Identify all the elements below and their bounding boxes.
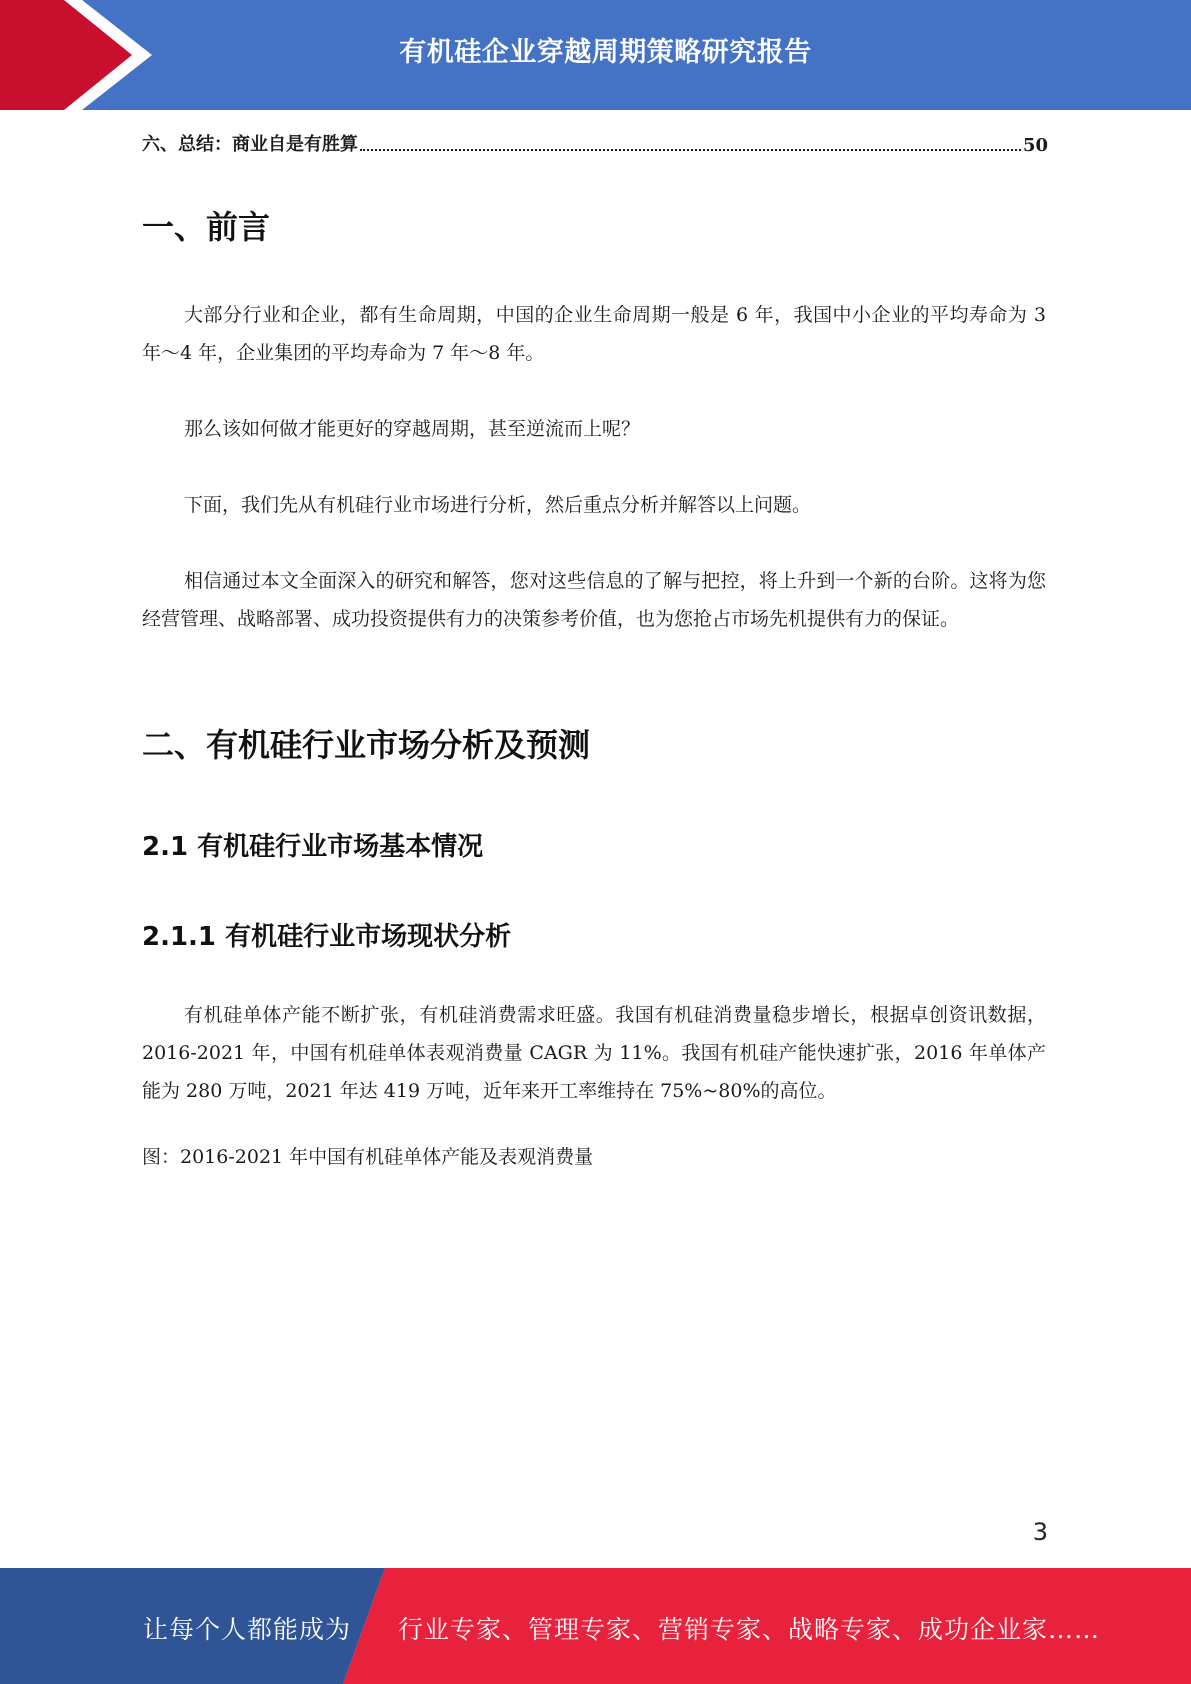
footer-slogan-right: 行业专家、管理专家、营销专家、战略专家、成功企业家…… (398, 1615, 1101, 1644)
intro-paragraph: 那么该如何做才能更好的穿越周期，甚至逆流而上呢？ (184, 418, 641, 440)
intro-paragraph: 下面，我们先从有机硅行业市场进行分析，然后重点分析并解答以上问题。 (184, 494, 812, 516)
subsubsection-heading: 2.1.1 有机硅行业市场现状分析 (142, 922, 512, 952)
section-heading-market: 二、有机硅行业市场分析及预测 (142, 726, 591, 764)
section-heading-intro: 一、前言 (142, 208, 271, 246)
market-paragraph: 有机硅单体产能不断扩张，有机硅消费需求旺盛。我国有机硅消费量稳步增长，根据卓创资讯数据，2016-2021 年，中国有机硅单体表观消费量 CAGR 为 11%。我国有机硅产能快速扩张，2016 年单体产能为 280 万吨，2021 年达 419 万吨，近年来开工率维持在 75%~80%的高位。 (142, 1004, 1046, 1102)
subsection-heading: 2.1 有机硅行业市场基本情况 (142, 832, 484, 862)
toc-entry-label: 六、总结：商业自是有胜算 (142, 134, 358, 155)
figure-caption: 图：2016-2021 年中国有机硅单体产能及表观消费量 (142, 1146, 594, 1168)
footer-slogan-left: 让每个人都能成为 (143, 1615, 352, 1644)
intro-paragraph: 相信通过本文全面深入的研究和解答，您对这些信息的了解与把控，将上升到一个新的台阶。这将为您经营管理、战略部署、成功投资提供有力的决策参考价值，也为您抢占市场先机提供有力的保证。 (142, 570, 1046, 630)
header-title: 有机硅企业穿越周期策略研究报告 (399, 37, 812, 68)
intro-paragraph: 大部分行业和企业，都有生命周期，中国的企业生命周期一般是 6 年，我国中小企业的平均寿命为 3 年～4 年，企业集团的平均寿命为 7 年～8 年。 (142, 304, 1046, 364)
toc-entry-page: 50 (1022, 135, 1048, 156)
header-band (0, 0, 1191, 110)
footer-band (0, 1568, 1191, 1684)
toc-leader-dots (360, 149, 1021, 151)
page-number: 3 (1032, 1518, 1048, 1546)
toc-entry[interactable] (142, 130, 1048, 156)
